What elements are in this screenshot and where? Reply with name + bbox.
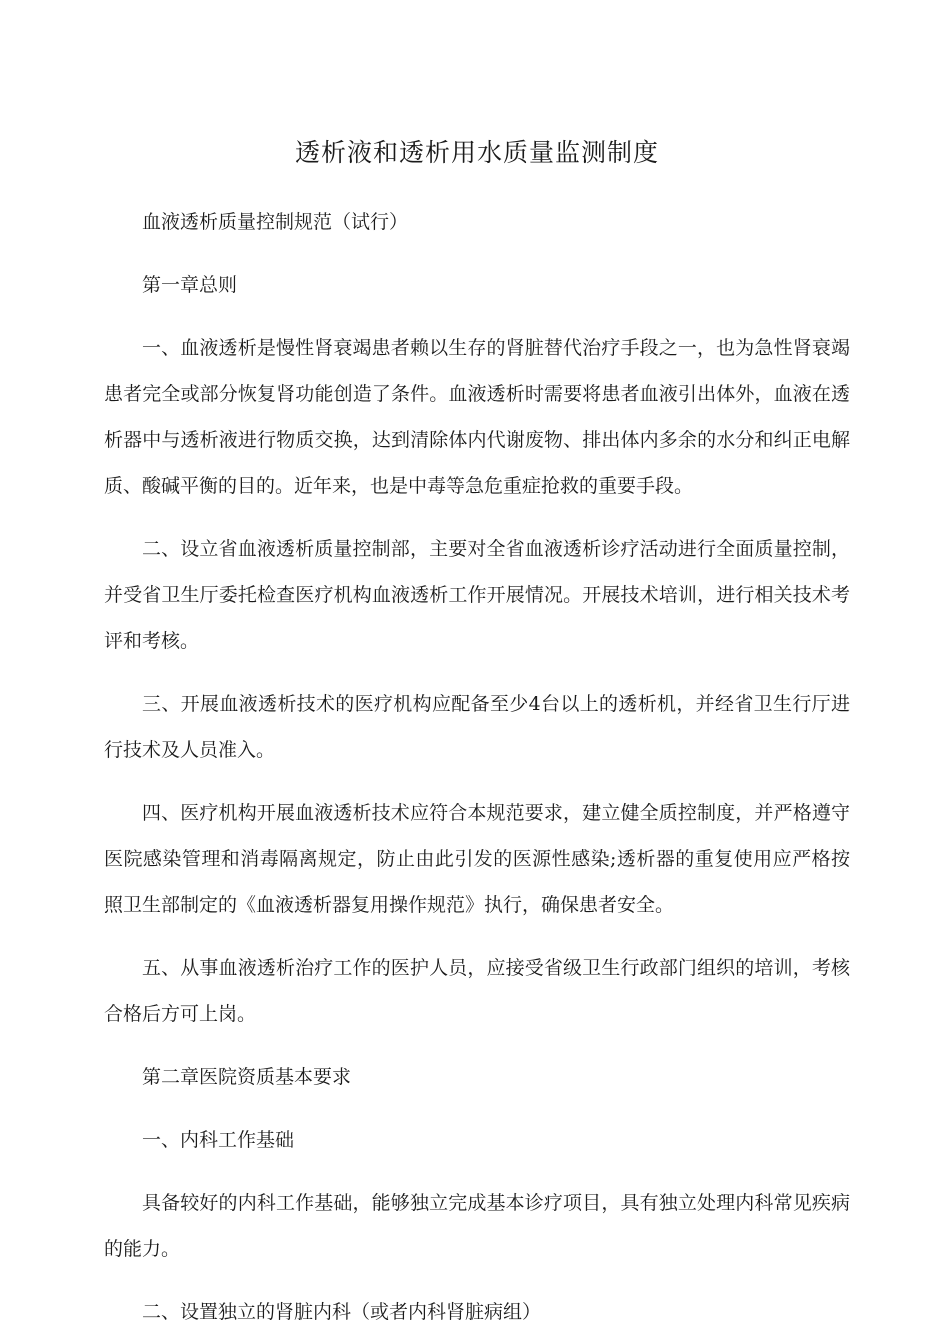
paragraph: 一、血液透析是慢性肾衰竭患者赖以生存的肾脏替代治疗手段之一，也为急性肾衰竭患者完全或部分恢复肾功能创造了条件。血液透析时需要将患者血液引出体外，血液在透析器中与透析液进行物质交换，达到清除体内代谢废物、排出体内多余的水分和纠正电解质、酸碱平衡的目的。近年来，也是中毒等急危重症抢救的重要手段。 [104, 337, 850, 497]
chapter-heading: 第一章总则 [142, 274, 238, 296]
paragraph: 二、设立省血液透析质量控制部，主要对全省血液透析诊疗活动进行全面质量控制，并受省卫生厅委托检查医疗机构血液透析工作开展情况。开展技术培训，进行相关技术考评和考核。 [104, 538, 850, 652]
paragraph: 五、从事血液透析治疗工作的医护人员，应接受省级卫生行政部门组织的培训，考核合格后方可上岗。 [104, 957, 850, 1025]
section-heading: 血液透析质量控制规范（试行） [142, 211, 409, 233]
document-title: 透析液和透析用水质量监测制度 [294, 138, 659, 167]
paragraph: 三、开展血液透析技术的医疗机构应配备至少4台以上的透析机，并经省卫生行厅进行技术及人员准入。 [104, 693, 850, 761]
document-body [104, 199, 850, 1335]
paragraph: 四、医疗机构开展血液透析技术应符合本规范要求，建立健全质控制度，并严格遵守医院感染管理和消毒隔离规定，防止由此引发的医源性感染;透析器的重复使用应严格按照卫生部制定的《血液透析器复用操作规范》执行，确保患者安全。 [104, 802, 850, 916]
paragraph: 具备较好的内科工作基础，能够独立完成基本诊疗项目，具有独立处理内科常见疾病的能力。 [104, 1192, 850, 1260]
section-heading: 一、内科工作基础 [142, 1129, 295, 1151]
section-heading: 二、设置独立的肾脏内科（或者内科肾脏病组） [142, 1301, 542, 1323]
chapter-heading: 第二章医院资质基本要求 [142, 1066, 352, 1088]
